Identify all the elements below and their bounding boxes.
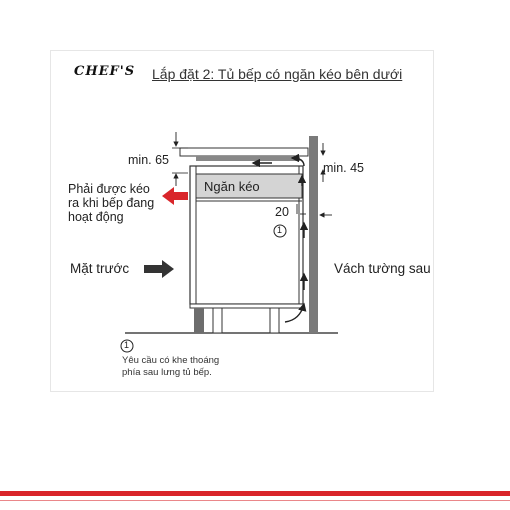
- pull-arrow: [162, 187, 188, 205]
- label-pull-line3: hoạt động: [68, 210, 124, 224]
- leg-mid: [213, 308, 222, 333]
- note-line1: Yêu cầu có khe thoáng: [122, 355, 220, 366]
- label-back-wall: Vách tường sau: [334, 261, 431, 276]
- worktop: [180, 148, 308, 156]
- leg-front: [194, 308, 204, 333]
- label-min-45: min. 45: [323, 161, 364, 175]
- note-line2: phía sau lưng tủ bếp.: [122, 367, 212, 378]
- plinth: [190, 304, 303, 308]
- footer-red-line: [0, 500, 510, 501]
- hob: [196, 156, 300, 161]
- leg-mid2: [270, 308, 279, 333]
- label-pull-line2: ra khi bếp đang: [68, 196, 155, 210]
- label-gap-20: 20: [275, 205, 289, 219]
- label-pull-line1: Phải được kéo: [68, 182, 150, 196]
- label-marker-1: 1: [277, 225, 283, 235]
- footer-red-stripe: [0, 491, 510, 496]
- note-marker-1: 1: [124, 340, 130, 350]
- brand-logo: CHEF'S: [74, 64, 136, 79]
- back-wall: [309, 136, 318, 333]
- label-front: Mặt trước: [70, 261, 130, 276]
- label-min-65: min. 65: [128, 153, 169, 167]
- front-arrow: [144, 260, 174, 278]
- label-drawer: Ngăn kéo: [204, 179, 260, 194]
- diagram-title: Lắp đặt 2: Tủ bếp có ngăn kéo bên dưới: [152, 66, 403, 82]
